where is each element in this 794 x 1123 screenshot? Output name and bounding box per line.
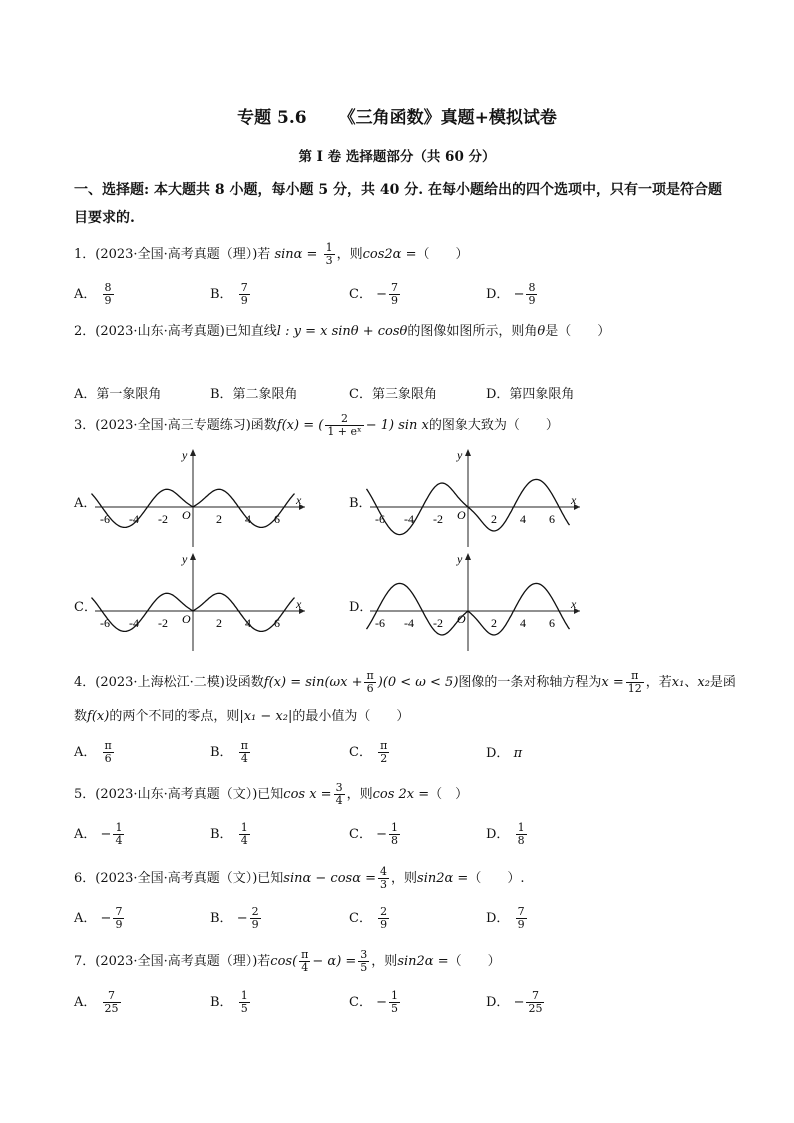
origin-label: O (457, 612, 466, 626)
q3-option-a-label[interactable]: A． (74, 496, 97, 511)
question-4: 4．(2023·上海松江·二模)设函数f(x) = sin(ωx + $\frac{\pi}{6}$ )(0 < ω < 5)图像的一条对称轴方程为x = $\frac{\pi}{12}$ ，若x₁、x₂是函 (74, 669, 736, 695)
tick-label: -2 (433, 512, 443, 526)
q5-option-b[interactable]: B． $\frac{1}{4}$ (210, 821, 248, 847)
q5-option-a[interactable]: A． − $\frac{1}{4}$ (74, 821, 123, 847)
question-5: 5．(2023·山东·高考真题（文）)已知cos x = $\frac{3}{4}$ ，则cos 2x =（ ） (74, 781, 469, 807)
q3-option-c-label[interactable]: C． (74, 600, 97, 615)
question-3: 3．(2023·全国·高三专题练习)函数f(x) = ( $\frac{2}{\text{1 + eˣ}}$ − 1) sin x的图象大致为（ ） (74, 412, 559, 438)
section-heading: 一、选择题: 本大题共 8 小题，每小题 5 分，共 40 分. 在每小题给出的四个选项中，只有一项是符合题目要求的. (74, 182, 722, 226)
tick-label: -6 (100, 512, 110, 526)
q6-option-a[interactable]: A． − $\frac{7}{9}$ (74, 905, 123, 931)
q7-option-a[interactable]: A． $\frac{7}{25}$ (74, 989, 119, 1015)
tick-label: 6 (549, 512, 555, 526)
q7-option-d[interactable]: D． − $\frac{7}{25}$ (486, 989, 543, 1015)
tick-label: -2 (158, 616, 168, 630)
y-axis-arrow (465, 553, 471, 560)
question-2: 2．(2023·山东·高考真题)已知直线l : y = x sinθ + cosθ的图像如图所示，则角θ是（ ） (74, 324, 611, 339)
q6-option-b[interactable]: B． − $\frac{2}{9}$ (210, 905, 259, 931)
tick-label: -6 (375, 512, 385, 526)
y-axis-arrow (465, 449, 471, 456)
tick-label: 6 (274, 512, 280, 526)
title-code: 专题 5.6 (237, 108, 307, 128)
y-axis-label: y (457, 552, 463, 566)
tick-label: -6 (100, 616, 110, 630)
title-name: 《三角函数》真题+模拟试卷 (338, 108, 557, 128)
q2-option-a[interactable]: A．第一象限角 (74, 387, 162, 402)
tick-label: 6 (549, 616, 555, 630)
tick-label: -4 (404, 616, 414, 630)
x-axis-label: x (571, 597, 577, 611)
tick-label: -2 (433, 616, 443, 630)
q1-option-a[interactable]: A． $\frac{8}{9}$ (74, 281, 112, 307)
origin-label: O (457, 508, 466, 522)
tick-label: 4 (520, 616, 526, 630)
tick-label: 2 (491, 512, 497, 526)
tick-label: 4 (245, 512, 251, 526)
q2-option-d[interactable]: D．第四象限角 (486, 387, 575, 402)
y-axis-arrow (190, 449, 196, 456)
tick-label: -6 (375, 616, 385, 630)
q2-option-b[interactable]: B．第二象限角 (210, 387, 298, 402)
q7-option-c[interactable]: C． − $\frac{1}{5}$ (349, 989, 398, 1015)
q6-option-c[interactable]: C． $\frac{2}{9}$ (349, 905, 388, 931)
question-1: 1．(2023·全国·高考真题（理）)若 sinα = $\frac{1}{3}$ ，则cos2α =（ ） (74, 241, 469, 267)
q3-graph-a[interactable] (90, 447, 310, 549)
tick-label: 6 (274, 616, 280, 630)
q4-option-a[interactable]: A． $\frac{\pi}{6}$ (74, 739, 112, 765)
q4-option-d[interactable]: D． π (486, 746, 523, 761)
origin-label: O (182, 612, 191, 626)
q5-option-c[interactable]: C． − $\frac{1}{8}$ (349, 821, 398, 847)
fraction: $\frac{1}{3}$ (325, 241, 333, 267)
y-axis-label: y (182, 552, 188, 566)
page-title (0, 103, 794, 128)
q4-option-c[interactable]: C． $\frac{\pi}{2}$ (349, 739, 388, 765)
y-axis-label: y (457, 448, 463, 462)
question-6: 6．(2023·全国·高考真题（文）)已知sinα − cosα = $\frac{4}{3}$ ，则sin2α =（ ）. (74, 865, 525, 891)
y-axis-arrow (190, 553, 196, 560)
tick-label: 2 (491, 616, 497, 630)
x-axis-label: x (296, 597, 302, 611)
q3-graph-b[interactable] (365, 447, 585, 549)
q5-option-d[interactable]: D． $\frac{1}{8}$ (486, 821, 525, 847)
q6-option-d[interactable]: D． $\frac{7}{9}$ (486, 905, 525, 931)
tick-label: -2 (158, 512, 168, 526)
y-axis-label: y (182, 448, 188, 462)
q3-option-d-label[interactable]: D． (349, 600, 373, 615)
question-7: 7．(2023·全国·高考真题（理）)若cos( $\frac{\pi}{4}$ − α) = $\frac{3}{5}$ ，则sin2α =（ ） (74, 948, 501, 974)
x-axis-label: x (571, 493, 577, 507)
q2-option-c[interactable]: C．第三象限角 (349, 387, 437, 402)
q1-option-c[interactable]: C． − $\frac{7}{9}$ (349, 281, 398, 307)
q3-graph-c[interactable] (90, 551, 310, 653)
section-subtitle: 第 I 卷 选择题部分（共 60 分） (298, 149, 496, 165)
tick-label: 4 (520, 512, 526, 526)
q1-option-d[interactable]: D． − $\frac{8}{9}$ (486, 281, 536, 307)
tick-label: -4 (129, 616, 139, 630)
tick-label: -4 (404, 512, 414, 526)
q3-option-b-label[interactable]: B． (349, 496, 372, 511)
origin-label: O (182, 508, 191, 522)
q1-option-b[interactable]: B． $\frac{7}{9}$ (210, 281, 248, 307)
question-4-line-2: 数f(x)的两个不同的零点，则|x₁ − x₂|的最小值为（ ） (74, 709, 410, 724)
x-axis-label: x (296, 493, 302, 507)
tick-label: -4 (129, 512, 139, 526)
tick-label: 4 (245, 616, 251, 630)
q3-graph-d[interactable] (365, 551, 585, 653)
q4-option-b[interactable]: B． $\frac{\pi}{4}$ (210, 739, 248, 765)
tick-label: 2 (216, 616, 222, 630)
q7-option-b[interactable]: B． $\frac{1}{5}$ (210, 989, 248, 1015)
tick-label: 2 (216, 512, 222, 526)
